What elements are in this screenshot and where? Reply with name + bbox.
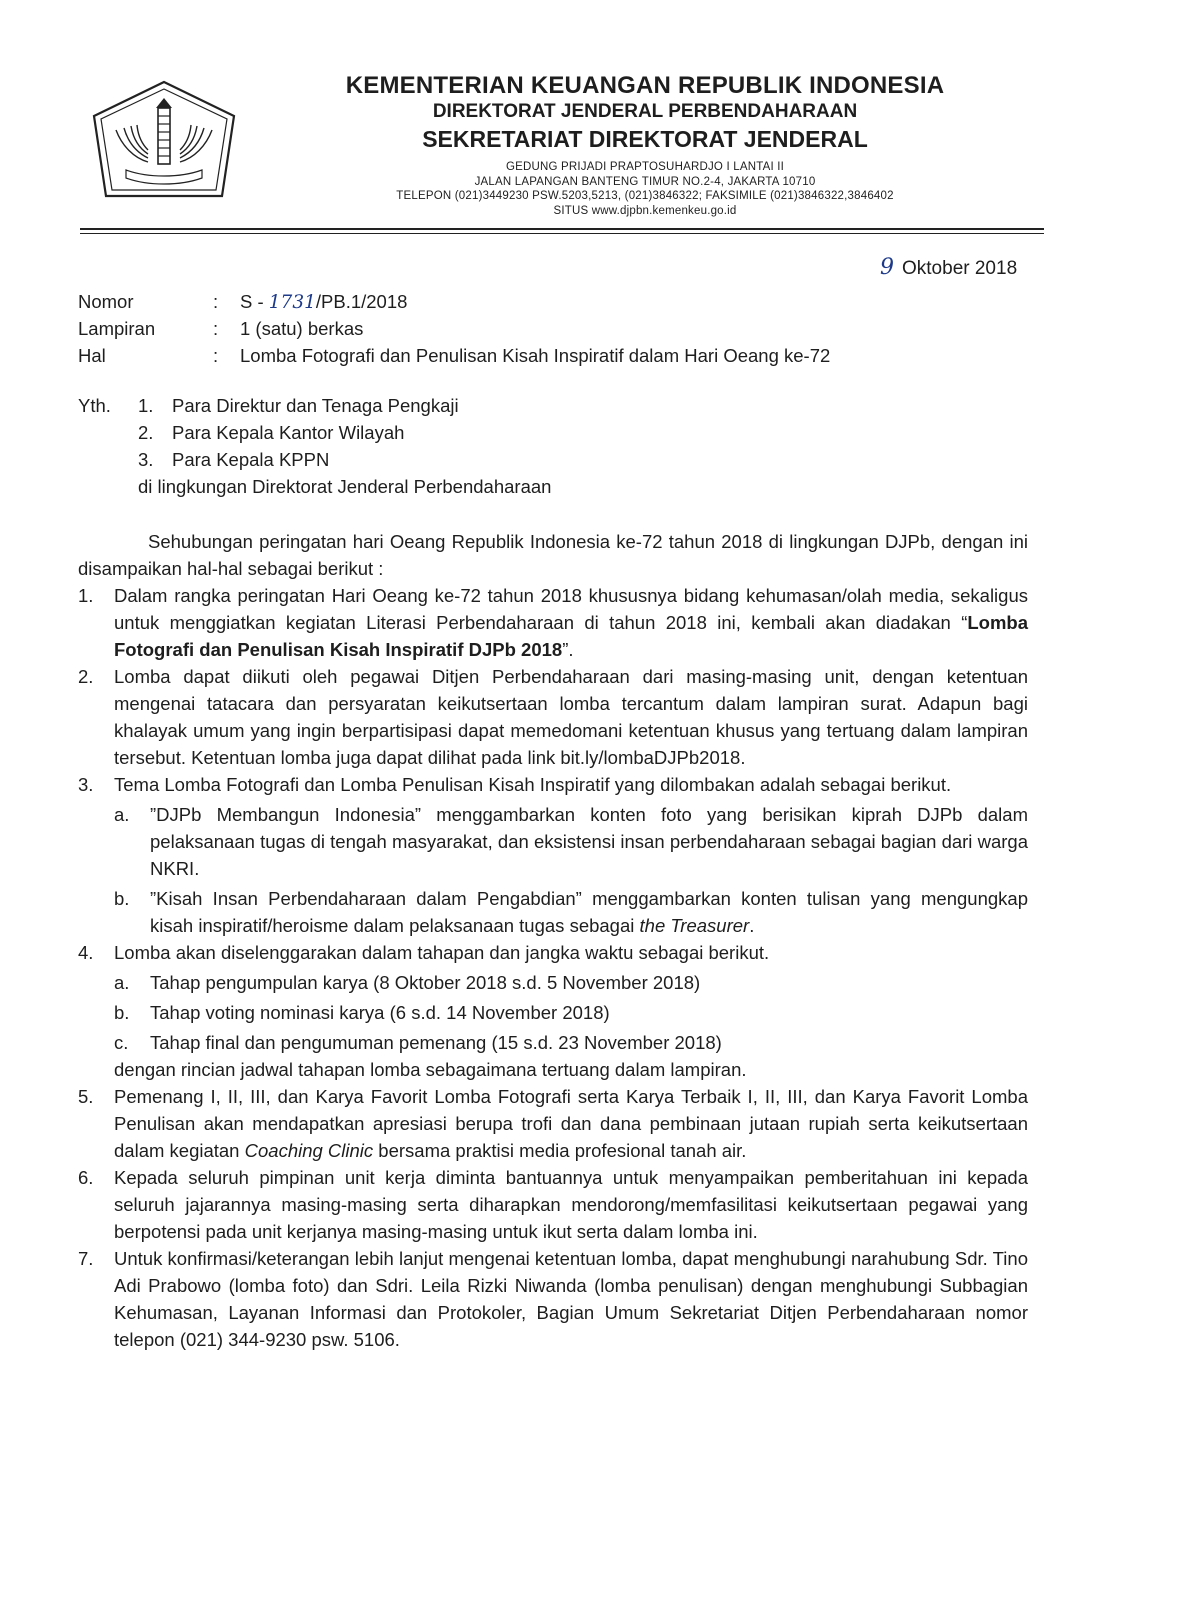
sub-item-text <box>150 885 1028 939</box>
sub-item-text: ”DJPb Membangun Indonesia” menggambarkan konten foto yang berisikan kiprah DJPb dalam pelaksanaan tugas di tengah masyarakat, dan eksistensi insan perbendaharaan sebagai bagian dari warga NKRI. <box>150 804 1028 879</box>
item5-text-b: bersama praktisi media profesional tanah air. <box>373 1140 747 1161</box>
item-text: Kepada seluruh pimpinan unit kerja diminta bantuannya untuk menyampaikan pemberitahuan ini kepada seluruh jajarannya masing-masing serta diharapkan mendorong/memfasilitasi keikutsertaan pegawai yang berpotensi pada unit kerjanya masing-masing untuk ikut serta dalam lomba ini. <box>114 1167 1028 1242</box>
directorate-name: DIREKTORAT JENDERAL PERBENDAHARAAN <box>432 101 858 122</box>
sub-item <box>114 999 1028 1026</box>
item5-text-a: Pemenang I, II, III, dan Karya Favorit Lomba Fotografi serta Karya Terbaik I, II, III, dan Karya Favorit Lomba Penulisan akan mendapatkan apresiasi berupa trofi dan dana pembinaan jutaan rupiah serta keikutsertaan dalam kegiatan <box>114 1086 1028 1161</box>
nomor-prefix: S - <box>240 290 264 312</box>
nomor-label: Nomor <box>78 290 134 312</box>
item-text: Lomba akan diselenggarakan dalam tahapan dan jangka waktu sebagai berikut. <box>114 942 770 963</box>
item-content <box>114 939 1028 1083</box>
letterhead-divider-thick <box>80 228 1044 230</box>
colon: : <box>213 344 219 366</box>
letterhead <box>250 72 1040 218</box>
lampiran-label: Lampiran <box>78 317 156 339</box>
address-line-street: JALAN LAPANGAN BANTENG TIMUR NO.2-4, JAKARTA 10710 <box>474 175 816 188</box>
item1-text-b: ”. <box>562 639 574 660</box>
date-month-year: Oktober 2018 <box>902 258 1018 279</box>
addressee-row <box>78 419 551 446</box>
address-line-phone: TELEPON (021)3449230 PSW.5203,5213, (021)3846322; FAKSIMILE (021)3846322,3846402 <box>396 190 894 202</box>
addressee-row <box>78 392 551 419</box>
item-text: Lomba dapat diikuti oleh pegawai Ditjen Perbendaharaan dari masing-masing unit, dengan ketentuan mengenai tatacara dan persyaratan keikutsertaan lomba tercantum dalam lampiran surat. Adapun bagi khalayak umum yang ingin berpartisipasi dapat memedomani ketentuan khusus yang tertuang dalam lampiran tersebut. Ketentuan lomba juga dapat dilihat pada link bit.ly/lombaDJPb2018. <box>114 666 1028 768</box>
nomor-value <box>240 291 407 313</box>
addressee-label: Yth. <box>78 394 111 416</box>
nomor-handwritten: 1731 <box>268 291 316 313</box>
list-item <box>78 582 1028 663</box>
addressee-num: 3. <box>138 448 154 470</box>
sub-item-letter: c. <box>114 1032 129 1053</box>
colon: : <box>213 317 219 339</box>
item-number: 4. <box>78 942 94 963</box>
meta-row-nomor <box>78 288 830 315</box>
sub-item <box>114 969 1028 996</box>
hal-label: Hal <box>78 344 106 366</box>
list-item <box>78 1245 1028 1353</box>
item-number: 2. <box>78 666 94 687</box>
address-line-building: GEDUNG PRIJADI PRAPTOSUHARDJO I LANTAI II <box>505 161 785 173</box>
sub-item <box>114 801 1028 882</box>
sub-item-text: Tahap final dan pengumuman pemenang (15 s.d. 23 November 2018) <box>150 1032 722 1053</box>
competition-title: Lomba Fotografi dan Penulisan Kisah Inspiratif DJPb 2018 <box>114 612 1028 660</box>
list-item <box>78 1083 1028 1164</box>
intro-paragraph: Sehubungan peringatan hari Oeang Republik Indonesia ke-72 tahun 2018 di lingkungan DJPb, dengan ini disampaikan hal-hal sebagai berikut : <box>78 531 1028 579</box>
sub-item-text: Tahap pengumpulan karya (8 Oktober 2018 s.d. 5 November 2018) <box>150 972 701 993</box>
sub-item-text-a: ”Kisah Insan Perbendaharaan dalam Pengabdian” menggambarkan konten tulisan yang mengungkap kisah inspiratif/heroisme dalam pelaksanaan tugas sebagai <box>150 888 1028 936</box>
addressee-scope: di lingkungan Direktorat Jenderal Perbendaharaan <box>138 475 552 497</box>
item-text: Tema Lomba Fotografi dan Lomba Penulisan Kisah Inspiratif yang dilombakan adalah sebagai berikut. <box>114 774 952 795</box>
sub-item-letter: b. <box>114 888 130 909</box>
letter-meta <box>78 288 830 369</box>
addressees <box>78 392 551 500</box>
item1-text-a: Dalam rangka peringatan Hari Oeang ke-72 tahun 2018 khususnya bidang kehumasan/olah media, sekaligus untuk menggiatkan kegiatan Literasi Perbendaharaan di tahun 2018 ini, kembali akan diadakan “ <box>114 585 1028 633</box>
item-text <box>114 1083 1028 1164</box>
item-number: 6. <box>78 1167 94 1188</box>
addressee-num: 2. <box>138 421 154 443</box>
ministry-name: KEMENTERIAN KEUANGAN REPUBLIK INDONESIA <box>345 72 945 99</box>
hal-value: Lomba Fotografi dan Penulisan Kisah Inspiratif dalam Hari Oeang ke-72 <box>240 344 831 366</box>
sub-item-text-italic: the Treasurer <box>639 915 750 936</box>
date-day-handwritten: 9 <box>880 255 894 280</box>
item-number: 5. <box>78 1086 94 1107</box>
address-line-website: SITUS www.djpbn.kemenkeu.go.id <box>553 204 737 217</box>
meta-row-hal <box>78 342 830 369</box>
lampiran-value: 1 (satu) berkas <box>240 317 364 339</box>
secretariat-name: SEKRETARIAT DIREKTORAT JENDERAL <box>422 126 868 152</box>
sub-item <box>114 1029 1028 1056</box>
item-content <box>114 771 1028 939</box>
addressee-num: 1. <box>138 394 154 416</box>
list-item <box>78 939 1028 1083</box>
addressee-text: Para Direktur dan Tenaga Pengkaji <box>172 394 459 416</box>
list-item <box>78 1164 1028 1245</box>
letter-body <box>78 528 1028 1353</box>
meta-row-lampiran <box>78 315 830 342</box>
sub-item <box>114 885 1028 939</box>
list-item <box>78 771 1028 939</box>
item-number: 3. <box>78 774 94 795</box>
addressee-text: Para Kepala KPPN <box>172 448 330 470</box>
letter-date <box>880 255 1017 280</box>
letterhead-divider-thin <box>80 233 1044 234</box>
item-number: 1. <box>78 585 94 606</box>
item5-text-italic: Coaching Clinic <box>244 1140 374 1161</box>
sub-item-text: Tahap voting nominasi karya (6 s.d. 14 November 2018) <box>150 1002 610 1023</box>
item-text <box>114 582 1028 663</box>
item-tail-text: dengan rincian jadwal tahapan lomba sebagaimana tertuang dalam lampiran. <box>114 1059 747 1080</box>
colon: : <box>213 290 219 312</box>
sub-item-letter: a. <box>114 972 130 993</box>
item-number: 7. <box>78 1248 94 1269</box>
sub-item-text-b: . <box>749 915 755 936</box>
item-text: Untuk konfirmasi/keterangan lebih lanjut mengenai ketentuan lomba, dapat menghubungi narahubung Sdr. Tino Adi Prabowo (lomba foto) dan Sdri. Leila Rizki Niwanda (lomba penulisan) dengan menghubungi Subbagian Kehumasan, Layanan Informasi dan Protokoler, Bagian Umum Sekretariat Ditjen Perbendaharaan nomor telepon (021) 344-9230 psw. 5106. <box>114 1248 1028 1350</box>
sub-item-letter: a. <box>114 804 130 825</box>
list-item <box>78 663 1028 771</box>
letterhead-address <box>250 160 1040 218</box>
addressee-row <box>78 446 551 473</box>
kemenkeu-emblem-icon <box>88 78 240 202</box>
addressee-text: Para Kepala Kantor Wilayah <box>172 421 405 443</box>
sub-item-letter: b. <box>114 1002 130 1023</box>
nomor-suffix: /PB.1/2018 <box>315 290 408 312</box>
